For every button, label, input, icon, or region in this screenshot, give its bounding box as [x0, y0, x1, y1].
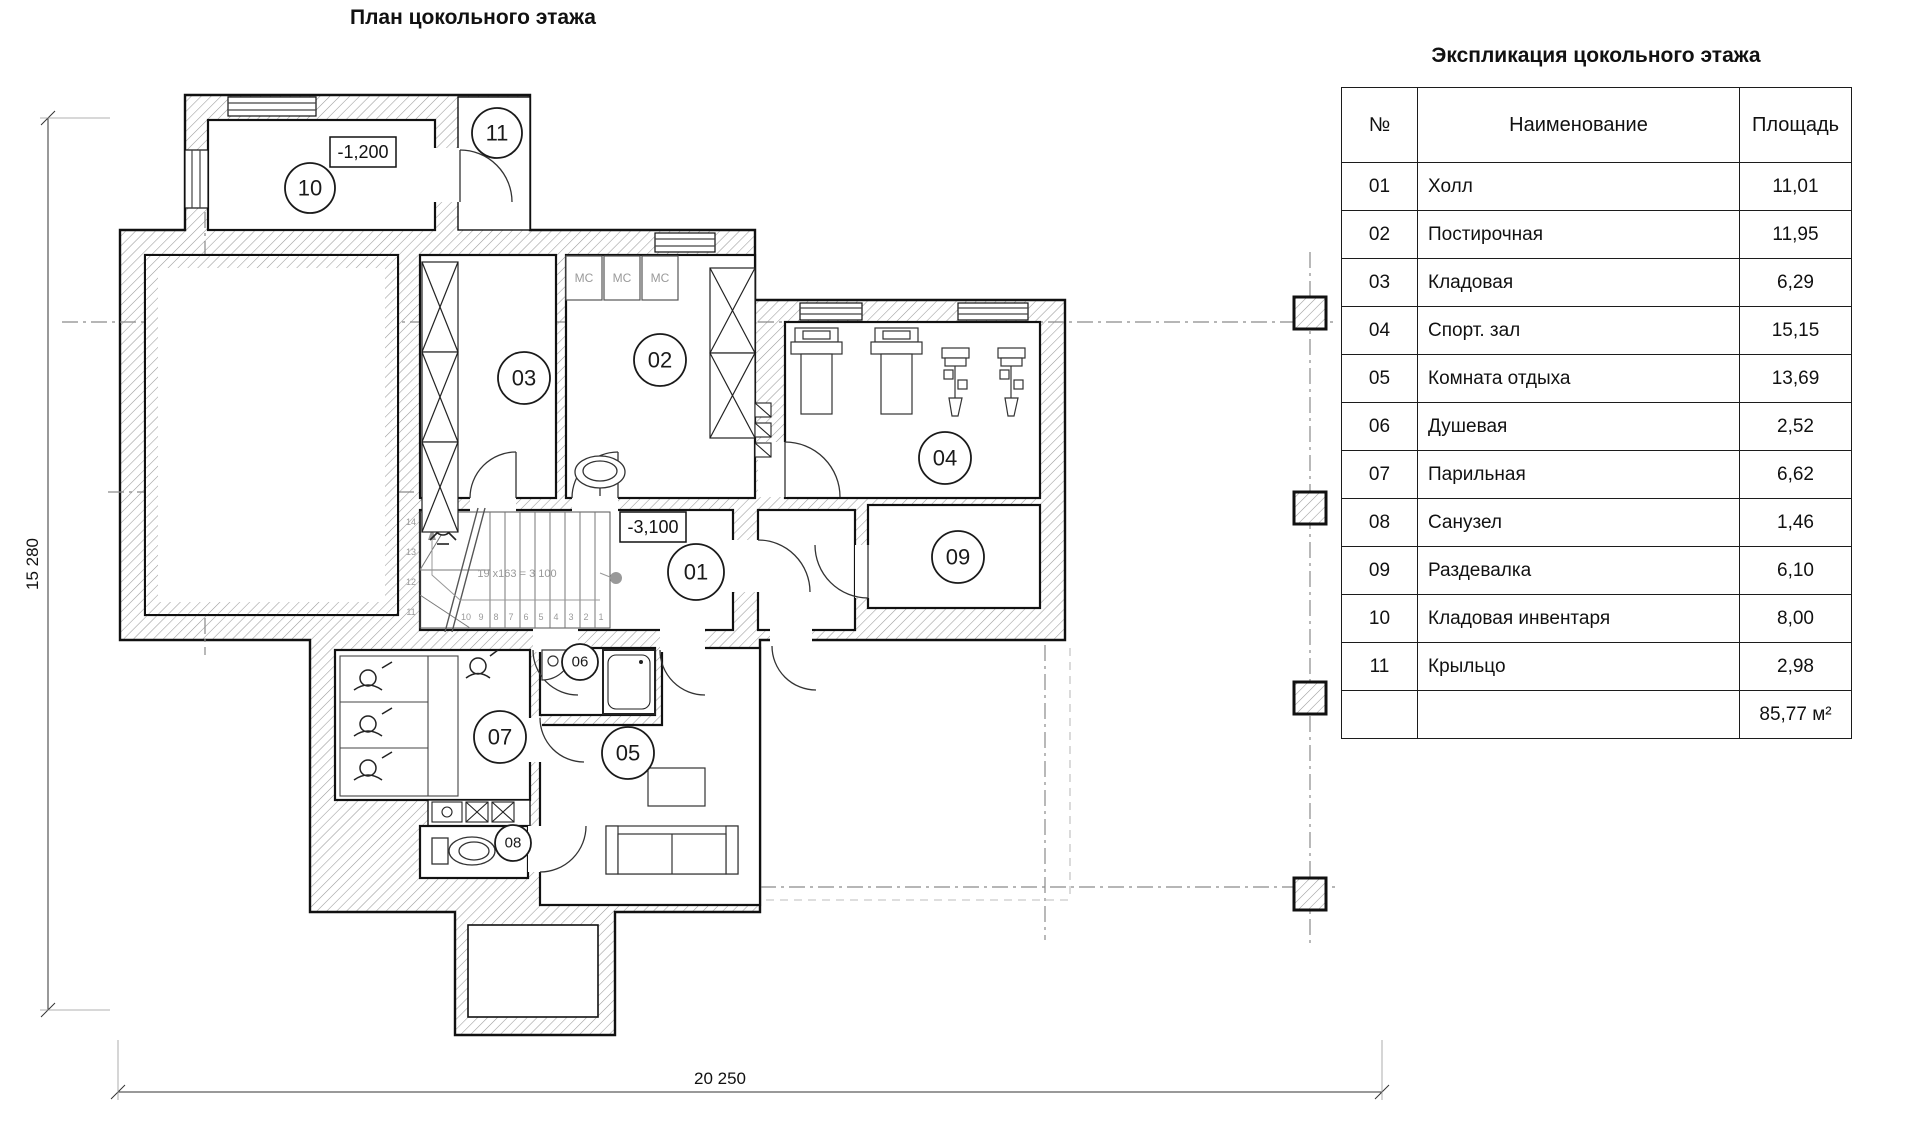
- table-cell: 08: [1342, 499, 1418, 547]
- stove-units: [432, 802, 514, 822]
- unexcavated-area: [145, 255, 398, 615]
- table-cell: 11: [1342, 643, 1418, 691]
- table-row: [1342, 643, 1852, 691]
- dimension-bottom-label: 20 250: [694, 1069, 746, 1088]
- table-cell: 04: [1342, 307, 1418, 355]
- svg-text:09: 09: [945, 544, 971, 570]
- room-marker-05: [602, 727, 654, 779]
- stair-tread-number: 3: [568, 612, 574, 622]
- dimension-left: [40, 111, 110, 1017]
- window-gym-left: [800, 303, 862, 320]
- svg-text:03: 03: [511, 365, 537, 391]
- stair-tread-number: 6: [523, 612, 529, 622]
- table-cell: Постирочная: [1418, 211, 1740, 259]
- appliance-label: МС: [650, 271, 670, 285]
- table-cell: 09: [1342, 547, 1418, 595]
- appliance-label: МС: [574, 271, 594, 285]
- svg-text:10: 10: [297, 175, 323, 201]
- table-cell: Крыльцо: [1418, 643, 1740, 691]
- table-cell: 11,95: [1740, 211, 1852, 259]
- table-cell: Холл: [1418, 163, 1740, 211]
- room-marker-09: [932, 531, 984, 583]
- room-marker-06: [562, 644, 598, 680]
- svg-text:08: 08: [504, 834, 522, 852]
- shower-tray: [603, 650, 655, 714]
- table-cell: 6,29: [1740, 259, 1852, 307]
- room-marker-02: [634, 334, 686, 386]
- svg-text:07: 07: [487, 724, 513, 750]
- table-row: [1342, 259, 1852, 307]
- svg-text:01: 01: [683, 559, 709, 585]
- table: [648, 768, 705, 806]
- light-well-area: [468, 925, 598, 1017]
- stair-note: 19 x163 = 3 100: [477, 568, 557, 580]
- stair-tread-number: 12: [405, 577, 417, 587]
- table-cell: Парильная: [1418, 451, 1740, 499]
- table-cell: 15,15: [1740, 307, 1852, 355]
- table-cell: 01: [1342, 163, 1418, 211]
- toilet: [432, 837, 495, 865]
- table-cell: 07: [1342, 451, 1418, 499]
- table-cell: Комната отдыха: [1418, 355, 1740, 403]
- svg-text:05: 05: [615, 740, 641, 766]
- table-header-row: [1342, 88, 1852, 163]
- stair-tread-number: 8: [493, 612, 499, 622]
- column-header-area: Площадь: [1740, 88, 1852, 163]
- table-cell: 13,69: [1740, 355, 1852, 403]
- vent-shafts: [755, 403, 771, 457]
- sofa: [606, 826, 738, 874]
- table-cell: 05: [1342, 355, 1418, 403]
- table-row: [1342, 451, 1852, 499]
- explication-body: [1342, 88, 1852, 739]
- dimension-left-label: 15 280: [23, 538, 42, 590]
- table-total-row: [1342, 691, 1852, 739]
- table-row: [1342, 211, 1852, 259]
- explication-title: Экспликация цокольного этажа: [1431, 44, 1761, 67]
- table-row: [1342, 163, 1852, 211]
- table-cell: 1,46: [1740, 499, 1852, 547]
- room-marker-04: [919, 432, 971, 484]
- table-cell: 6,10: [1740, 547, 1852, 595]
- stair-tread-number: 9: [478, 612, 484, 622]
- table-cell: 8,00: [1740, 595, 1852, 643]
- room-marker-10: [285, 163, 335, 213]
- svg-text:06: 06: [571, 653, 589, 671]
- svg-text:02: 02: [647, 347, 673, 373]
- table-cell: Спорт. зал: [1418, 307, 1740, 355]
- appliance-label: МС: [612, 271, 632, 285]
- window-top-wall: [655, 233, 715, 252]
- stair-tread-number: 1: [598, 612, 604, 622]
- table-cell: 6,62: [1740, 451, 1852, 499]
- table-cell: 10: [1342, 595, 1418, 643]
- stair-tread-number: 14: [405, 517, 417, 527]
- stair-tread-number: 5: [538, 612, 544, 622]
- total-area: 85,77 м²: [1740, 691, 1852, 739]
- room-marker-08: [495, 825, 531, 861]
- elevation-value: -1,200: [337, 142, 389, 162]
- explication-table: [1341, 87, 1851, 739]
- window-annex-top: [228, 97, 316, 116]
- room-marker-11: [472, 108, 522, 158]
- window-annex-left: [185, 150, 208, 208]
- table-row: [1342, 499, 1852, 547]
- table-cell: 03: [1342, 259, 1418, 307]
- table-row: [1342, 355, 1852, 403]
- table-cell: Кладовая: [1418, 259, 1740, 307]
- room-marker-01: [668, 544, 724, 600]
- table-row: [1342, 595, 1852, 643]
- table-row: [1342, 307, 1852, 355]
- stair-tread-number: 11: [406, 607, 416, 617]
- table-cell: 2,52: [1740, 403, 1852, 451]
- closet-room02: [710, 268, 755, 438]
- stair-leader-dot: [610, 572, 622, 584]
- elevation-value: -3,100: [627, 517, 679, 537]
- table-cell: Кладовая инвентаря: [1418, 595, 1740, 643]
- table-row: [1342, 403, 1852, 451]
- table-row: [1342, 547, 1852, 595]
- window-gym-right: [958, 303, 1028, 320]
- stair-tread-number: 4: [553, 612, 559, 622]
- column-header-name: Наименование: [1418, 88, 1740, 163]
- dimension-bottom: [111, 1040, 1389, 1100]
- stair-tread-number: 7: [508, 612, 514, 622]
- table-cell: 11,01: [1740, 163, 1852, 211]
- corridor-area: [758, 510, 855, 630]
- room-marker-03: [498, 352, 550, 404]
- plan-title: План цокольного этажа: [350, 6, 596, 29]
- shelf-room03: [422, 262, 458, 532]
- room-marker-07: [474, 711, 526, 763]
- svg-text:11: 11: [485, 120, 509, 146]
- stair-tread-number: 10: [460, 612, 472, 622]
- table-cell: Санузел: [1418, 499, 1740, 547]
- column-header-num: №: [1342, 88, 1418, 163]
- table-cell: 06: [1342, 403, 1418, 451]
- table-cell: 02: [1342, 211, 1418, 259]
- stair-tread-number: 2: [583, 612, 589, 622]
- table-cell: 2,98: [1740, 643, 1852, 691]
- table-cell: Душевая: [1418, 403, 1740, 451]
- stair-tread-number: 13: [405, 547, 417, 557]
- table-cell: Раздевалка: [1418, 547, 1740, 595]
- svg-text:04: 04: [932, 445, 958, 471]
